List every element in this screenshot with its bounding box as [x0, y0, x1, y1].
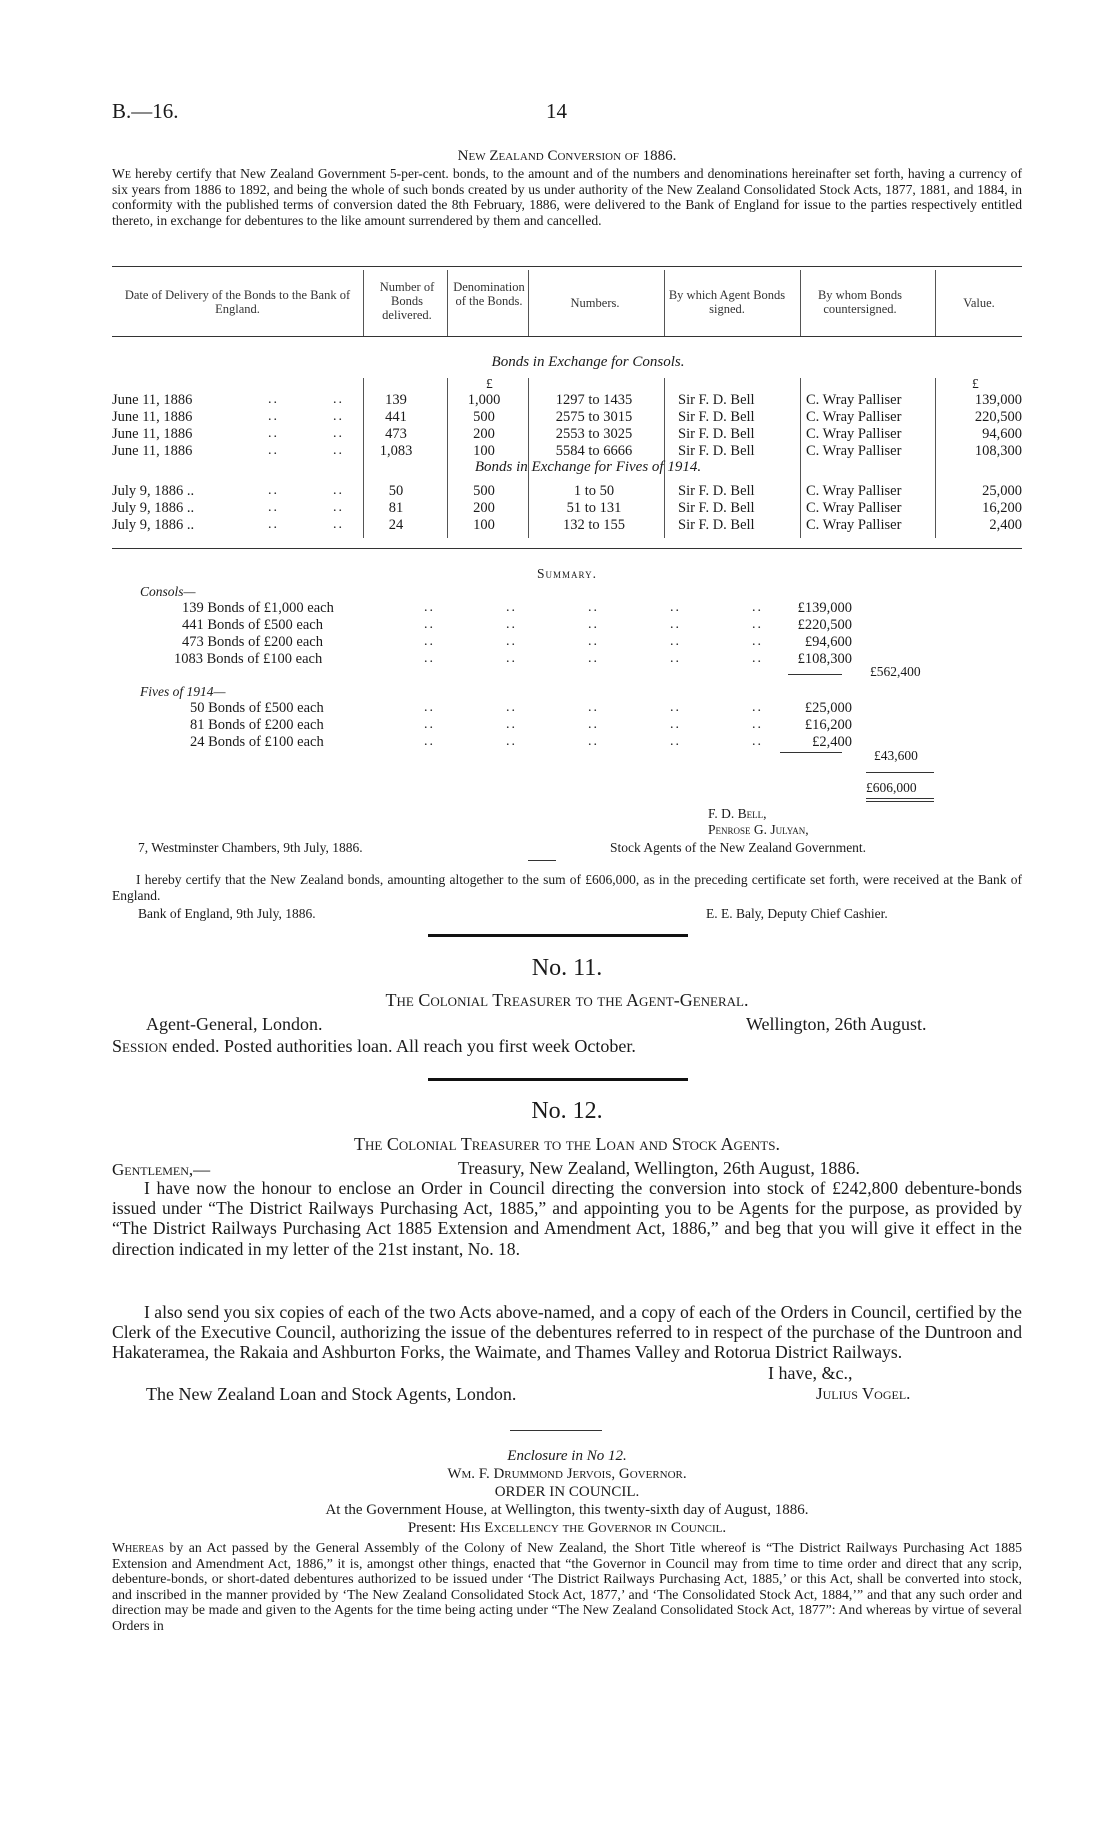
leader-dots: .. [752, 617, 763, 632]
no12-recipient: The New Zealand Loan and Stock Agents, London. [146, 1384, 517, 1404]
summary-fives-label: Fives of 1914— [140, 684, 226, 699]
no11-addressee: Agent-General, London. [146, 1014, 323, 1034]
summary-amount: £2,400 [812, 734, 852, 750]
leader-dots: .. [268, 517, 279, 532]
row-number: 81 [388, 500, 404, 516]
row-value: 25,000 [982, 483, 1022, 499]
col-divider [447, 378, 448, 538]
summary-amount: £25,000 [804, 700, 852, 716]
leader-dots: .. [506, 634, 517, 649]
leader-dots: .. [588, 634, 599, 649]
col-divider [935, 378, 936, 538]
signatory-role: Stock Agents of the New Zealand Government. [610, 840, 867, 855]
summary-line: 139 Bonds of £1,000 each [182, 600, 334, 616]
subtotal-rule [788, 674, 842, 675]
enclosure-governor: Wm. F. Drummond Jervois, Governor. [447, 1466, 687, 1482]
row-value: 94,600 [982, 426, 1022, 442]
leader-dots: .. [333, 483, 344, 498]
leader-dots: .. [670, 634, 681, 649]
no11-body [112, 1036, 636, 1057]
consols-total: £562,400 [870, 664, 921, 679]
no11-body-text: ended. Posted authorities loan. All reach you first week October. [172, 1036, 636, 1056]
leader-dots: .. [670, 617, 681, 632]
leader-dots: .. [506, 700, 517, 715]
leader-dots: .. [424, 717, 435, 732]
leader-dots: .. [268, 483, 279, 498]
summary-amount: £108,300 [797, 651, 852, 667]
no12-closing: I have, &c., [768, 1363, 853, 1383]
no12-place: Treasury, New Zealand, Wellington, 26th August, 1886. [458, 1158, 860, 1178]
leader-dots: .. [268, 500, 279, 515]
row-agent: Sir F. D. Bell [678, 500, 755, 516]
row-value: 16,200 [982, 500, 1022, 516]
row-number: 24 [388, 517, 404, 533]
place-date: 7, Westminster Chambers, 9th July, 1886. [138, 840, 363, 855]
leader-dots: .. [506, 617, 517, 632]
leader-dots: .. [506, 600, 517, 615]
short-rule [528, 860, 556, 861]
enclosure-place: At the Government House, at Wellington, this twenty-sixth day of August, 1886. [325, 1502, 809, 1518]
col-header-number: Number of Bonds delivered. [379, 280, 435, 322]
row-number: 139 [385, 392, 407, 408]
row-numbers: 2553 to 3025 [555, 426, 633, 442]
summary-line: 1083 Bonds of £100 each [174, 651, 323, 667]
row-countersigned: C. Wray Palliser [806, 500, 902, 516]
leader-dots: .. [752, 634, 763, 649]
document-reference: B.—16. [112, 99, 179, 123]
no12-heading: No. 12. [531, 1098, 603, 1124]
leader-dots: .. [588, 617, 599, 632]
row-date: July 9, 1886 .. [112, 483, 195, 499]
leader-dots: .. [424, 600, 435, 615]
enclosure-order: ORDER IN COUNCIL. [494, 1484, 640, 1500]
no12-signature: Julius Vogel. [816, 1384, 911, 1403]
row-number: 50 [388, 483, 404, 499]
leader-dots: .. [333, 409, 344, 424]
summary-line: 473 Bonds of £200 each [182, 634, 323, 650]
leader-dots: .. [424, 700, 435, 715]
no12-subtitle: The Colonial Treasurer to the Loan and Stock Agents. [354, 1134, 780, 1154]
leader-dots: .. [268, 392, 279, 407]
col-divider [664, 378, 665, 538]
row-date: June 11, 1886 [112, 392, 193, 408]
col-divider [800, 378, 801, 538]
row-denomination: 100 [473, 517, 495, 533]
leader-dots: .. [588, 651, 599, 666]
row-agent: Sir F. D. Bell [678, 483, 755, 499]
enclosure-body-text: by an Act passed by the General Assembly of the Colony of New Zealand, the Short Title whereof is “The District Railways Purchasing Act 1885 Extension and Amendment Act, 1886,” it is, amongst other things, enacted that “the Governor in Council may from time to time order and direct that any scrip, debenture-bonds, or short-dated debentures authorized to be issued under ‘The District Railways Purchasing Act, 1885,’ or this Act, shall be converted into stock, and inscribed in the manner provided by ‘The New Zealand Consolidated Stock Act, 1877,’ and ‘The Consolidated Stock Act, 1884,’” and that any such order and direction may be made and given to the Agents for the time being acting under “The New Zealand Consolidated Stock Act, 1877”: And whereas by virtue of several Orders in [112, 1540, 1022, 1633]
enclosure-separator [510, 1430, 602, 1431]
summary-line: 50 Bonds of £500 each [190, 700, 324, 716]
col-header-numbers: Numbers. [570, 296, 620, 310]
total-rule [866, 798, 934, 799]
leader-dots: .. [588, 700, 599, 715]
summary-amount: £94,600 [804, 634, 852, 650]
cashier-text: E. E. Baly, Deputy Chief Cashier. [706, 906, 888, 921]
leader-dots: .. [333, 500, 344, 515]
row-number: 473 [385, 426, 407, 442]
table-header-rule [112, 336, 1022, 337]
leader-dots: .. [752, 651, 763, 666]
section-separator [428, 1078, 688, 1081]
present-text: His Excellency the Governor in Council. [459, 1520, 727, 1536]
leader-dots: .. [333, 426, 344, 441]
currency-symbol: £ [972, 376, 979, 391]
leader-dots: .. [424, 734, 435, 749]
row-countersigned: C. Wray Palliser [806, 426, 902, 442]
row-denomination: 200 [473, 426, 495, 442]
row-countersigned: C. Wray Palliser [806, 483, 902, 499]
summary-line: 81 Bonds of £200 each [190, 717, 324, 733]
cashier [706, 906, 888, 922]
total-rule [866, 801, 934, 802]
no12-salutation: Gentlemen,— [112, 1160, 211, 1179]
row-denomination: 500 [473, 483, 495, 499]
leader-dots: .. [424, 634, 435, 649]
leader-dots: .. [670, 600, 681, 615]
col-header-countersigned: By whom Bonds countersigned. [817, 288, 903, 316]
leader-dots: .. [506, 651, 517, 666]
row-value: 108,300 [974, 443, 1022, 459]
row-date: June 11, 1886 [112, 409, 193, 425]
conversion-title: New Zealand Conversion of 1886. [457, 148, 677, 164]
col-divider [363, 270, 364, 336]
row-numbers: 51 to 131 [566, 500, 622, 516]
table-top-rule [112, 266, 1022, 267]
row-date: June 11, 1886 [112, 443, 193, 459]
section-consols: Bonds in Exchange for Consols. [491, 354, 685, 370]
row-numbers: 132 to 155 [562, 517, 626, 533]
row-countersigned: C. Wray Palliser [806, 517, 902, 533]
no11-place: Wellington, 26th August. [746, 1014, 927, 1034]
row-date: June 11, 1886 [112, 426, 193, 442]
enclosure-body [112, 1540, 1022, 1634]
total-rule [866, 772, 934, 773]
row-denomination: 500 [473, 409, 495, 425]
signatory-julyan: Penrose G. Julyan, [708, 822, 809, 837]
table-bottom-rule [112, 548, 1022, 549]
leader-dots: .. [670, 651, 681, 666]
leader-dots: .. [268, 426, 279, 441]
summary-title: Summary. [537, 566, 597, 581]
bank-date: Bank of England, 9th July, 1886. [138, 906, 316, 921]
intro-lead: We [112, 166, 131, 181]
section-fives: Bonds in Exchange for Fives of 1914. [474, 459, 702, 475]
col-divider [935, 270, 936, 336]
row-numbers: 1 to 50 [573, 483, 615, 499]
leader-dots: .. [268, 409, 279, 424]
signatory-bell: F. D. Bell, [708, 806, 767, 821]
row-number: 441 [385, 409, 407, 425]
currency-symbol: £ [486, 376, 493, 391]
row-countersigned: C. Wray Palliser [806, 392, 902, 408]
leader-dots: .. [333, 443, 344, 458]
no12-paragraph-1: I have now the honour to enclose an Order in Council directing the conversion into stock of £242,800 debenture-bonds issued under “The District Railways Purchasing Act, 1885,” and appointing you to be Agents for the purpose, as provided by “The District Railways Purchasing Act 1885 Extension and Amendment Act, 1886,” and beg that you will give it effect in the direction indicated in my letter of the 21st instant, No. 18. [112, 1178, 1022, 1259]
row-date: July 9, 1886 .. [112, 500, 195, 516]
enclosure-title: Enclosure in No 12. [507, 1448, 627, 1464]
row-denomination: 100 [473, 443, 495, 459]
summary-line: 441 Bonds of £500 each [182, 617, 323, 633]
no11-body-lead: Session [112, 1036, 168, 1056]
row-value: 139,000 [974, 392, 1022, 408]
grand-total: £606,000 [866, 780, 917, 795]
col-header-agent: By which Agent Bonds signed. [668, 288, 786, 316]
leader-dots: .. [752, 700, 763, 715]
leader-dots: .. [588, 734, 599, 749]
row-agent: Sir F. D. Bell [678, 392, 755, 408]
leader-dots: .. [752, 734, 763, 749]
row-countersigned: C. Wray Palliser [806, 409, 902, 425]
conversion-intro [112, 166, 1022, 228]
no11-subtitle: The Colonial Treasurer to the Agent-General. [385, 990, 749, 1010]
no12-paragraph-2: I also send you six copies of each of the two Acts above-named, and a copy of each of the Orders in Council, certified by the Clerk of the Executive Council, authorizing the issue of the debentures referred to in respect of the purchase of the Duntroon and Hakateramea, the Rakaia and Ashburton Forks, the Waimate, and Thames Valley and Rotorua District Railways. [112, 1302, 1022, 1363]
leader-dots: .. [670, 717, 681, 732]
row-value: 220,500 [974, 409, 1022, 425]
col-divider [363, 378, 364, 538]
summary-consols-label: Consols— [140, 584, 196, 599]
leader-dots: .. [268, 443, 279, 458]
col-divider [528, 270, 529, 336]
row-date: July 9, 1886 .. [112, 517, 195, 533]
col-divider [664, 270, 665, 336]
col-divider [528, 378, 529, 538]
leader-dots: .. [333, 517, 344, 532]
col-header-date: Date of Delivery of the Bonds to the Bank of England. [124, 288, 351, 316]
row-numbers: 5584 to 6666 [555, 443, 633, 459]
subtotal-rule [780, 752, 842, 753]
enclosure-present [112, 1520, 1022, 1537]
col-header-value: Value. [963, 296, 995, 310]
row-numbers: 2575 to 3015 [555, 409, 633, 425]
leader-dots: .. [670, 734, 681, 749]
leader-dots: .. [588, 600, 599, 615]
row-agent: Sir F. D. Bell [678, 426, 755, 442]
row-denomination: 200 [473, 500, 495, 516]
leader-dots: .. [752, 717, 763, 732]
row-value: 2,400 [989, 517, 1022, 533]
row-countersigned: C. Wray Palliser [806, 443, 902, 459]
leader-dots: .. [424, 617, 435, 632]
col-divider [447, 270, 448, 336]
leader-dots: .. [506, 734, 517, 749]
row-agent: Sir F. D. Bell [678, 409, 755, 425]
leader-dots: .. [670, 700, 681, 715]
col-divider [800, 270, 801, 336]
row-agent: Sir F. D. Bell [678, 517, 755, 533]
no11-heading: No. 11. [531, 955, 603, 981]
enclosure-body-lead: Whereas [112, 1540, 164, 1555]
section-separator [428, 934, 688, 937]
row-numbers: 1297 to 1435 [555, 392, 633, 408]
leader-dots: .. [333, 392, 344, 407]
row-agent: Sir F. D. Bell [678, 443, 755, 459]
leader-dots: .. [588, 717, 599, 732]
bank-certificate: I hereby certify that the New Zealand bonds, amounting altogether to the sum of £606,000, as in the preceding certificate set forth, were received at the Bank of England. [112, 872, 1022, 903]
leader-dots: .. [752, 600, 763, 615]
fives-total: £43,600 [874, 748, 918, 763]
leader-dots: .. [424, 651, 435, 666]
summary-amount: £139,000 [797, 600, 852, 616]
leader-dots: .. [506, 717, 517, 732]
present-label: Present: [407, 1520, 457, 1536]
col-header-denomination: Denomination of the Bonds. [453, 280, 525, 308]
row-denomination: 1,000 [467, 392, 501, 408]
intro-text: hereby certify that New Zealand Government 5-per-cent. bonds, to the amount and of the numbers and denominations hereinafter set forth, having a currency of six years from 1886 to 1892, and being the whole of such bonds created by us under authority of the New Zealand Consolidated Stock Acts, 1877, 1881, and 1884, in conformity with the published terms of conversion dated the 8th February, 1886, were delivered to the Bank of England for issue to the parties respectively entitled thereto, in exchange for debentures to the like amount surrendered by them and cancelled. [112, 166, 1022, 228]
summary-line: 24 Bonds of £100 each [190, 734, 324, 750]
summary-amount: £16,200 [804, 717, 852, 733]
row-number: 1,083 [379, 443, 413, 459]
summary-amount: £220,500 [797, 617, 852, 633]
page-number: 14 [546, 99, 567, 123]
